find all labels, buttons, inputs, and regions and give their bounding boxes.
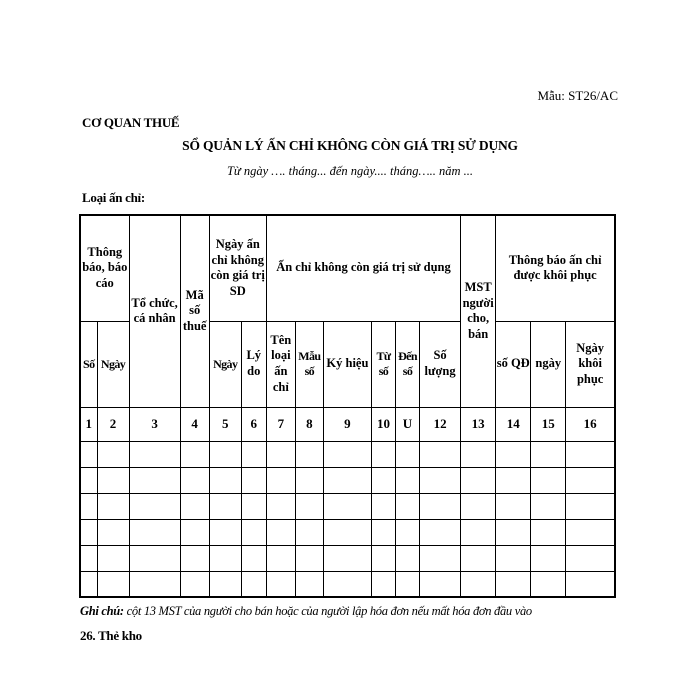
empty-cell[interactable] — [129, 467, 180, 493]
column-number: 5 — [209, 407, 241, 441]
empty-cell[interactable] — [496, 545, 531, 571]
header-decision-no: số QĐ — [496, 321, 531, 407]
header-restore-date: Ngày khôi phục — [566, 321, 615, 407]
empty-cell[interactable] — [266, 467, 295, 493]
empty-cell[interactable] — [295, 571, 323, 597]
empty-cell[interactable] — [80, 467, 97, 493]
table-row — [80, 467, 615, 493]
agency-label: CƠ QUAN THUẾ — [82, 115, 180, 130]
empty-cell[interactable] — [420, 441, 461, 467]
empty-cell[interactable] — [180, 571, 209, 597]
empty-cell[interactable] — [323, 571, 371, 597]
empty-cell[interactable] — [180, 467, 209, 493]
empty-cell[interactable] — [420, 545, 461, 571]
header-tax-code: Mã số thuế — [180, 215, 209, 407]
empty-cell[interactable] — [80, 519, 97, 545]
ledger-table — [79, 214, 616, 598]
empty-cell[interactable] — [531, 467, 566, 493]
empty-cell[interactable] — [461, 441, 496, 467]
empty-cell[interactable] — [323, 441, 371, 467]
header-restore-notice: Thông báo ấn chỉ được khôi phục — [496, 215, 615, 321]
table-row — [80, 441, 615, 467]
empty-cell[interactable] — [420, 519, 461, 545]
empty-cell[interactable] — [496, 467, 531, 493]
empty-cell[interactable] — [566, 519, 615, 545]
empty-cell[interactable] — [180, 519, 209, 545]
empty-cell[interactable] — [323, 493, 371, 519]
header-from-no: Từ số — [371, 321, 395, 407]
column-number: 15 — [531, 407, 566, 441]
column-number: 16 — [566, 407, 615, 441]
empty-cell[interactable] — [266, 571, 295, 597]
empty-cell[interactable] — [241, 493, 266, 519]
empty-cell[interactable] — [566, 545, 615, 571]
header-type-name: Tên loại ấn chỉ — [266, 321, 295, 407]
invoice-type-label: Loại ấn chỉ: — [82, 190, 145, 205]
empty-cell[interactable] — [461, 467, 496, 493]
column-number: 6 — [241, 407, 266, 441]
empty-cell[interactable] — [295, 441, 323, 467]
empty-cell[interactable] — [180, 441, 209, 467]
column-number: 3 — [129, 407, 180, 441]
page-title: SỔ QUẢN LÝ ẤN CHỈ KHÔNG CÒN GIÁ TRỊ SỬ DỤNG — [182, 138, 518, 153]
empty-cell[interactable] — [395, 441, 419, 467]
empty-cell[interactable] — [209, 441, 241, 467]
column-number: 2 — [97, 407, 129, 441]
empty-cell[interactable] — [266, 493, 295, 519]
empty-cell[interactable] — [295, 545, 323, 571]
empty-cell[interactable] — [395, 519, 419, 545]
footnote — [80, 604, 532, 619]
empty-cell[interactable] — [496, 493, 531, 519]
empty-cell[interactable] — [209, 519, 241, 545]
empty-cell[interactable] — [461, 545, 496, 571]
empty-cell[interactable] — [97, 519, 129, 545]
empty-cell[interactable] — [531, 545, 566, 571]
header-row-1 — [80, 215, 615, 321]
empty-cell[interactable] — [566, 441, 615, 467]
empty-cell[interactable] — [266, 519, 295, 545]
empty-cell[interactable] — [395, 467, 419, 493]
empty-cell[interactable] — [371, 493, 395, 519]
header-to-no: Đến số — [395, 321, 419, 407]
empty-cell[interactable] — [531, 571, 566, 597]
empty-cell[interactable] — [129, 441, 180, 467]
empty-cell[interactable] — [241, 441, 266, 467]
empty-cell[interactable] — [461, 571, 496, 597]
empty-cell[interactable] — [566, 571, 615, 597]
header-form-no: Mẫu số — [295, 321, 323, 407]
header-org-individual: Tổ chức, cá nhân — [129, 215, 180, 407]
section-heading: 26. Thẻ kho — [80, 628, 142, 643]
empty-cell[interactable] — [129, 545, 180, 571]
empty-cell[interactable] — [80, 441, 97, 467]
empty-cell[interactable] — [129, 571, 180, 597]
empty-cell[interactable] — [97, 571, 129, 597]
header-invalid-invoices: Ấn chỉ không còn giá trị sử dụng — [266, 215, 460, 321]
empty-cell[interactable] — [395, 493, 419, 519]
empty-cell[interactable] — [295, 519, 323, 545]
empty-cell[interactable] — [80, 571, 97, 597]
header-notice: Thông báo, báo cáo — [80, 215, 129, 321]
empty-cell[interactable] — [241, 545, 266, 571]
column-number: 12 — [420, 407, 461, 441]
column-number: 9 — [323, 407, 371, 441]
empty-cell[interactable] — [209, 493, 241, 519]
empty-cell[interactable] — [323, 467, 371, 493]
empty-cell[interactable] — [496, 441, 531, 467]
empty-cell[interactable] — [531, 519, 566, 545]
empty-cell[interactable] — [180, 493, 209, 519]
empty-cell[interactable] — [295, 467, 323, 493]
header-restore-day: ngày — [531, 321, 566, 407]
period-line: Từ ngày …. tháng... đến ngày.... tháng….. năm ... — [226, 164, 474, 178]
header-day: Ngày — [209, 321, 241, 407]
header-quantity: Số lượng — [420, 321, 461, 407]
empty-cell[interactable] — [371, 441, 395, 467]
footnote-text: cột 13 MST của người cho bán hoặc của người lập hóa đơn nếu mất hóa đơn đầu vào — [123, 604, 532, 618]
empty-cell[interactable] — [420, 467, 461, 493]
empty-cell[interactable] — [371, 571, 395, 597]
footnote-label: Ghi chú: — [80, 604, 124, 618]
empty-cell[interactable] — [241, 467, 266, 493]
table-row — [80, 493, 615, 519]
empty-cell[interactable] — [496, 519, 531, 545]
empty-cell[interactable] — [97, 493, 129, 519]
column-number: U — [395, 407, 419, 441]
column-number: 13 — [461, 407, 496, 441]
column-number: 10 — [371, 407, 395, 441]
form-code: Mẫu: ST26/AC — [537, 88, 618, 103]
empty-cell[interactable] — [129, 519, 180, 545]
empty-cell[interactable] — [323, 545, 371, 571]
header-seller-tax-code: MST người cho, bán — [461, 215, 496, 407]
empty-cell[interactable] — [266, 545, 295, 571]
empty-cell[interactable] — [371, 519, 395, 545]
header-number: Số — [80, 321, 97, 407]
column-number: 8 — [295, 407, 323, 441]
empty-cell[interactable] — [496, 571, 531, 597]
column-number: 7 — [266, 407, 295, 441]
table-row — [80, 519, 615, 545]
empty-cell[interactable] — [371, 545, 395, 571]
column-number: 4 — [180, 407, 209, 441]
empty-cell[interactable] — [395, 571, 419, 597]
column-number-row — [80, 407, 615, 441]
blank-rows — [80, 441, 615, 597]
empty-cell[interactable] — [420, 493, 461, 519]
empty-cell[interactable] — [97, 545, 129, 571]
empty-cell[interactable] — [80, 493, 97, 519]
empty-cell[interactable] — [129, 493, 180, 519]
header-date: Ngày — [97, 321, 129, 407]
empty-cell[interactable] — [371, 467, 395, 493]
empty-cell[interactable] — [420, 571, 461, 597]
empty-cell[interactable] — [323, 519, 371, 545]
empty-cell[interactable] — [566, 493, 615, 519]
empty-cell[interactable] — [566, 467, 615, 493]
empty-cell[interactable] — [80, 545, 97, 571]
empty-cell[interactable] — [180, 545, 209, 571]
empty-cell[interactable] — [461, 519, 496, 545]
empty-cell[interactable] — [461, 493, 496, 519]
empty-cell[interactable] — [209, 571, 241, 597]
empty-cell[interactable] — [97, 467, 129, 493]
empty-cell[interactable] — [295, 493, 323, 519]
empty-cell[interactable] — [531, 493, 566, 519]
table-row — [80, 571, 615, 597]
header-invalid-date: Ngày ấn chỉ không còn giá trị SD — [209, 215, 266, 321]
empty-cell[interactable] — [266, 441, 295, 467]
table-row — [80, 545, 615, 571]
header-symbol: Ký hiệu — [323, 321, 371, 407]
header-reason: Lý do — [241, 321, 266, 407]
empty-cell[interactable] — [241, 571, 266, 597]
empty-cell[interactable] — [395, 545, 419, 571]
empty-cell[interactable] — [209, 545, 241, 571]
empty-cell[interactable] — [97, 441, 129, 467]
empty-cell[interactable] — [209, 467, 241, 493]
empty-cell[interactable] — [241, 519, 266, 545]
column-number: 1 — [80, 407, 97, 441]
column-number: 14 — [496, 407, 531, 441]
empty-cell[interactable] — [531, 441, 566, 467]
